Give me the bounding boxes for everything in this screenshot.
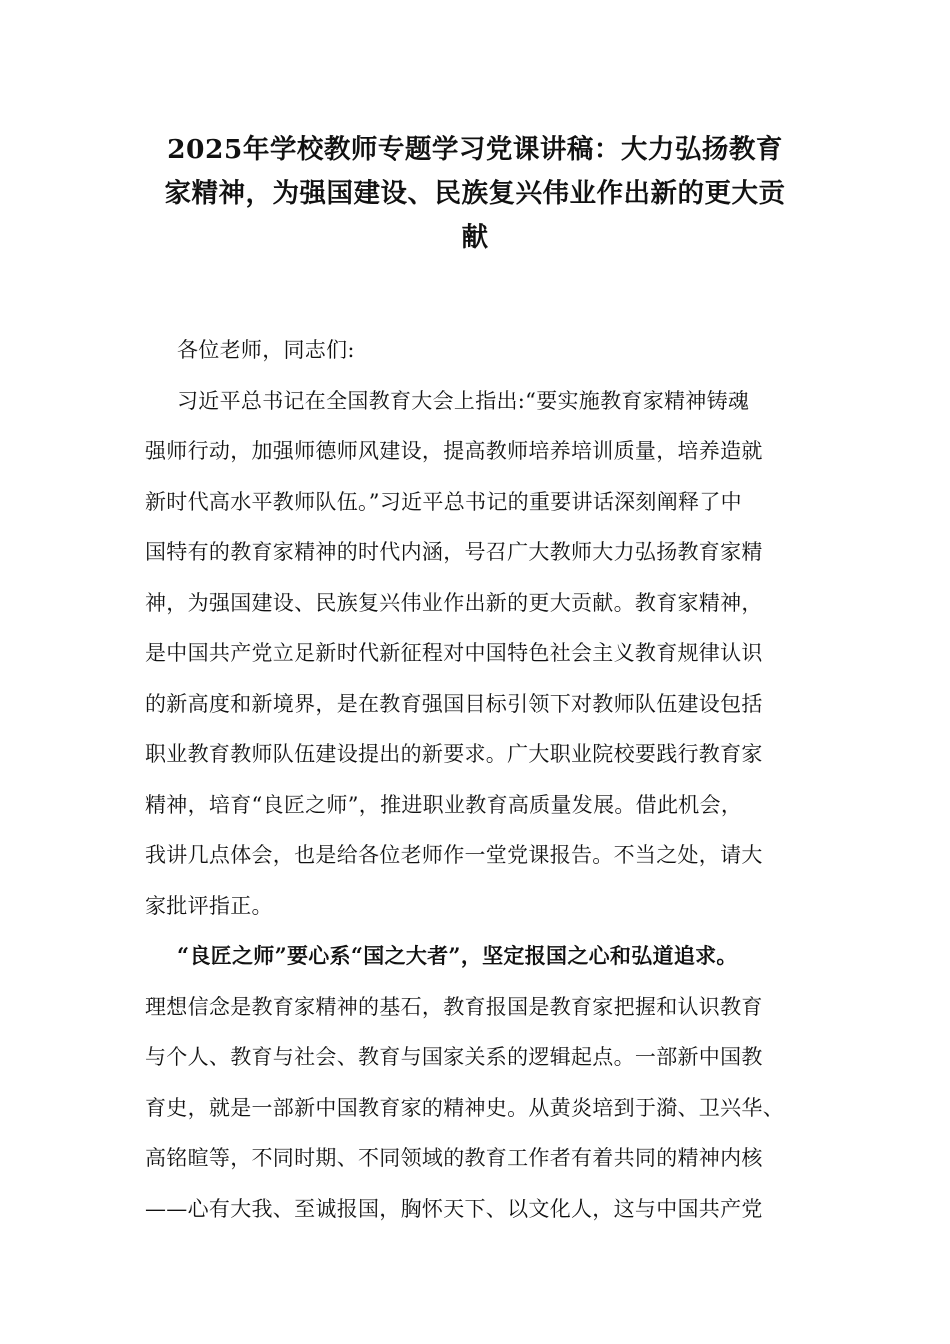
paragraph-line: 职业教育教师队伍建设提出的新要求。广大职业院校要践行教育家	[145, 742, 763, 766]
paragraph-line: 神，为强国建设、民族复兴伟业作出新的更大贡献。教育家精神，	[145, 590, 763, 615]
paragraph-line: 强师行动，加强师德师风建设，提高教师培养培训质量，培养造就	[145, 439, 763, 463]
title-line: 2025年学校教师专题学习党课讲稿：大力弘扬教育	[167, 134, 783, 165]
paragraph-line: ——心有大我、至诚报国，胸怀天下、以文化人，这与中国共产党	[145, 1196, 763, 1221]
paragraph-line: 的新高度和新境界，是在教育强国目标引领下对教师队伍建设包括	[145, 691, 763, 716]
document-title	[140, 128, 810, 260]
paragraph-line: 精神，培育“良匠之师”，推进职业教育高质量发展。借此机会，	[145, 792, 743, 817]
paragraph-line: 我讲几点体会，也是给各位老师作一堂党课报告。不当之处，请大	[145, 843, 763, 867]
paragraph-line: 新时代高水平教师队伍。”习近平总书记的重要讲话深刻阐释了中	[145, 489, 742, 514]
paragraph-line: 习近平总书记在全国教育大会上指出:“要实施教育家精神铸魂	[177, 388, 750, 413]
paragraph-line: 国特有的教育家精神的时代内涵，号召广大教师大力弘扬教育家精	[145, 540, 763, 564]
paragraph-line: 高铭暄等，不同时期、不同领域的教育工作者有着共同的精神内核	[145, 1146, 763, 1170]
salutation: 各位老师，同志们:	[177, 338, 355, 362]
paragraph-line: 家批评指正。	[145, 893, 273, 918]
paragraph-line: 是中国共产党立足新时代新征程对中国特色社会主义教育规律认识	[145, 641, 763, 665]
title-line: 家精神，为强国建设、民族复兴伟业作出新的更大贡	[164, 178, 786, 209]
section-heading: “良匠之师”要心系“国之大者”，坚定报国之心和弘道追求。	[177, 943, 738, 968]
paragraph-line: 育史，就是一部新中国教育家的精神史。从黄炎培到于漪、卫兴华、	[145, 1095, 784, 1120]
paragraph-line: 理想信念是教育家精神的基石，教育报国是教育家把握和认识教育	[145, 994, 763, 1019]
document-body	[145, 334, 825, 1243]
title-line: 献	[461, 222, 489, 253]
paragraph-line: 与个人、教育与社会、教育与国家关系的逻辑起点。一部新中国教	[145, 1045, 763, 1069]
